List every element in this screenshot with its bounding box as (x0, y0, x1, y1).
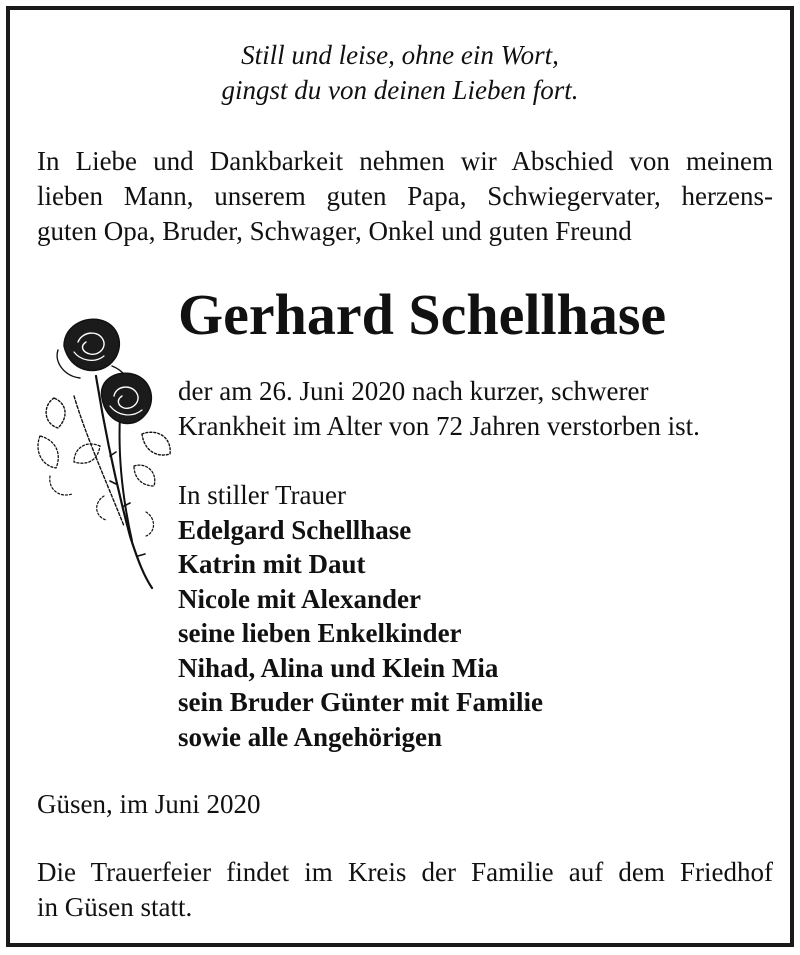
obituary-frame (6, 6, 794, 947)
mourner-name: Edelgard Schellhase (178, 514, 412, 545)
rose-icon (34, 306, 174, 591)
poem-line: gingst du von deinen Lieben fort. (221, 75, 579, 105)
funeral-line: Die Trauerfeier findet im Kreis der Familie auf dem Friedhof (37, 857, 773, 887)
death-notice-line: Krankheit im Alter von 72 Jahren verstorben ist. (178, 411, 700, 441)
poem (10, 38, 790, 108)
mourner-name: Nihad, Alina und Klein Mia (178, 652, 499, 683)
funeral-line: in Güsen statt. (37, 892, 193, 922)
intro-line: In Liebe und Dankbarkeit nehmen wir Abschied von meinem (37, 146, 773, 176)
intro-line: guten Opa, Bruder, Schwager, Onkel und guten Freund (37, 216, 632, 246)
mourners-list (178, 478, 543, 754)
mourner-name: sowie alle Angehörigen (178, 721, 442, 752)
death-notice-line: der am 26. Juni 2020 nach kurzer, schwerer (178, 376, 649, 406)
mourner-name: seine lieben Enkelkinder (178, 618, 462, 648)
funeral-notice (37, 855, 773, 925)
death-notice (178, 374, 700, 444)
poem-line: Still und leise, ohne ein Wort, (241, 40, 559, 70)
intro-line: lieben Mann, unserem guten Papa, Schwiegervater, herzens- (37, 181, 773, 211)
mourner-name: Katrin mit Daut (178, 549, 366, 579)
mourner-name: Nicole mit Alexander (178, 583, 421, 614)
mourner-name: sein Bruder Günter mit Familie (178, 687, 543, 717)
mourners-intro: In stiller Trauer (178, 480, 346, 510)
intro-text (37, 144, 773, 249)
deceased-name: Gerhard Schellhase (178, 282, 667, 347)
place-date: Güsen, im Juni 2020 (37, 789, 261, 819)
